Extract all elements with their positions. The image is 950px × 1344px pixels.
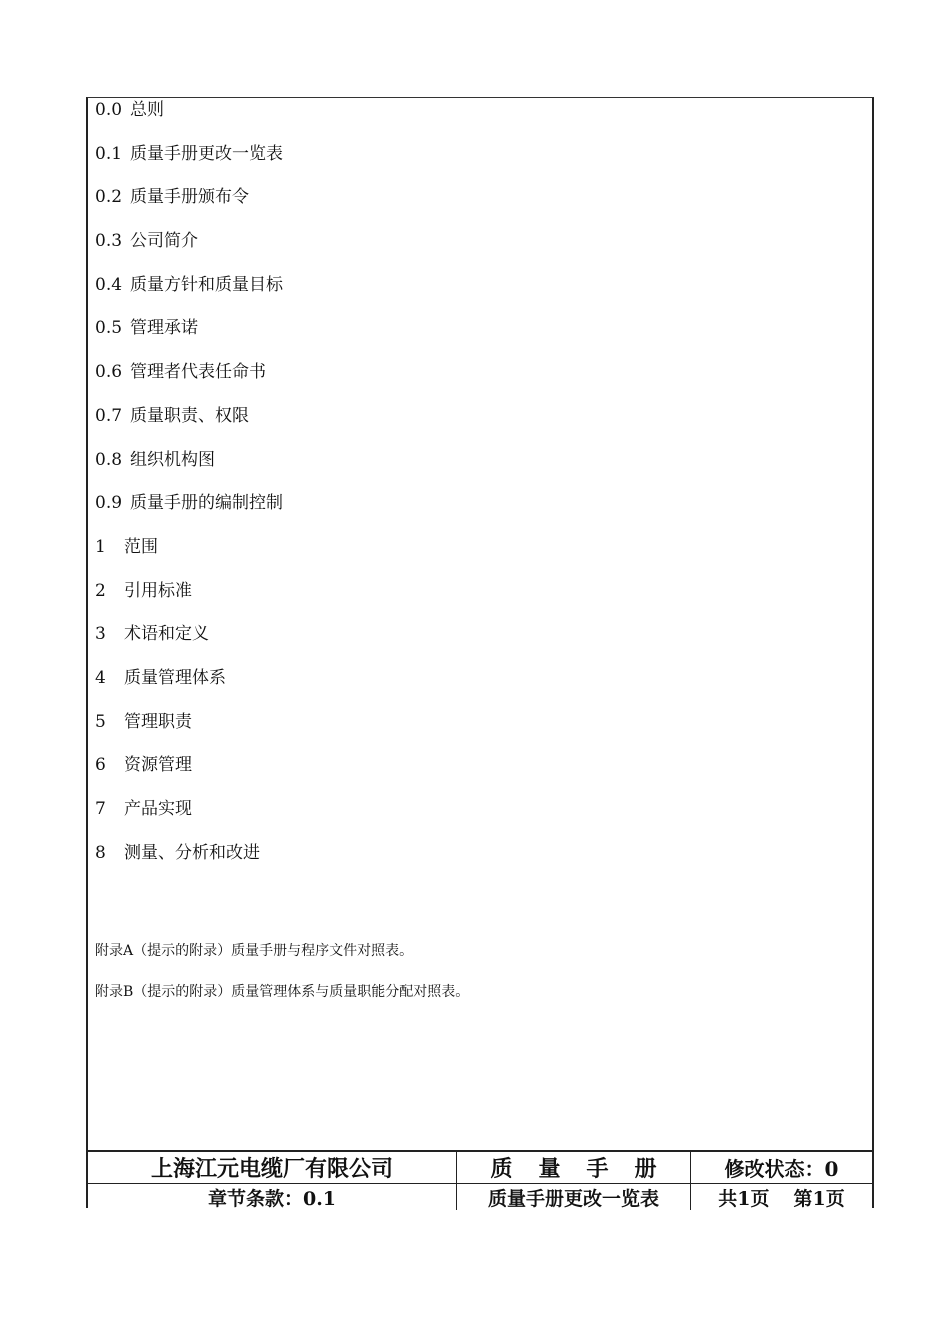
- toc-item-title: 质量管理体系: [124, 667, 226, 688]
- company-name: 上海江元电缆厂有限公司: [150, 1156, 393, 1182]
- toc-item: [95, 404, 855, 448]
- toc-item: [95, 841, 855, 885]
- toc-item-title: 引用标准: [124, 580, 192, 601]
- toc-item-title: 公司简介: [130, 231, 199, 252]
- toc-item-title: 质量手册的编制控制: [130, 493, 284, 514]
- toc-item-title: 术语和定义: [124, 624, 209, 645]
- toc-item-number: 0.8: [95, 449, 123, 470]
- appendix-b: 附录B（提示的附录）质量管理体系与质量职能分配对照表。: [95, 984, 470, 1000]
- toc-item-number: 0.7: [95, 405, 123, 426]
- table-of-contents: [95, 98, 855, 884]
- toc-item-number: 0.4: [95, 274, 123, 295]
- clause-number: 章节条款：0.1: [207, 1187, 337, 1210]
- toc-item-number: 5: [95, 711, 106, 732]
- page-number: 第1页: [793, 1187, 845, 1210]
- toc-item-title: 质量手册更改一览表: [130, 143, 284, 164]
- toc-item: [95, 273, 855, 317]
- toc-item: [95, 316, 855, 360]
- toc-item-number: 0.2: [95, 187, 123, 208]
- toc-item: [95, 797, 855, 841]
- toc-item-title: 资源管理: [124, 755, 192, 776]
- toc-item-title: 管理职责: [124, 711, 192, 732]
- toc-item-number: 0.9: [95, 493, 123, 514]
- toc-item-title: 总则: [130, 100, 165, 120]
- toc-item: [95, 98, 855, 142]
- toc-item-number: 0.3: [95, 231, 123, 252]
- toc-item-title: 质量职责、权限: [130, 405, 250, 426]
- toc-item-number: 8: [95, 842, 106, 863]
- toc-item: [95, 753, 855, 797]
- toc-item: [95, 491, 855, 535]
- toc-item: [95, 360, 855, 404]
- toc-item-number: 7: [95, 799, 106, 819]
- toc-item-title: 质量方针和质量目标: [130, 274, 284, 295]
- toc-item-number: 1: [95, 536, 106, 557]
- toc-item-number: 3: [95, 624, 106, 645]
- toc-item-title: 管理者代表任命书: [130, 362, 267, 383]
- toc-item-title: 组织机构图: [130, 449, 216, 470]
- toc-item-number: 0.5: [95, 318, 123, 339]
- toc-item-title: 管理承诺: [130, 318, 199, 339]
- toc-item: [95, 185, 855, 229]
- footer-table: [86, 1150, 874, 1208]
- toc-item-number: 4: [95, 667, 106, 688]
- footer-row-header: [88, 1152, 872, 1184]
- toc-item: [95, 535, 855, 579]
- footer-row-info: [88, 1184, 872, 1210]
- toc-item-title: 测量、分析和改进: [124, 842, 260, 863]
- toc-item-number: 6: [95, 755, 106, 776]
- toc-item: [95, 448, 855, 492]
- document-type: 质量手册: [456, 1152, 690, 1183]
- toc-item-number: 0.0: [95, 100, 123, 120]
- toc-item-number: 2: [95, 580, 106, 601]
- page-info: [690, 1184, 872, 1210]
- revision-status: 修改状态：0: [690, 1152, 872, 1183]
- toc-item: [95, 710, 855, 754]
- toc-item: [95, 622, 855, 666]
- toc-item: [95, 579, 855, 623]
- toc-item-title: 质量手册颁布令: [130, 187, 250, 208]
- toc-item-number: 0.1: [95, 143, 123, 164]
- toc-item-title: 产品实现: [124, 799, 192, 819]
- total-pages: 共1页: [718, 1187, 770, 1210]
- appendix-a: 附录A（提示的附录）质量手册与程序文件对照表。: [95, 943, 414, 959]
- toc-item-title: 范围: [124, 536, 158, 557]
- toc-item: [95, 666, 855, 710]
- toc-item-number: 0.6: [95, 362, 123, 383]
- toc-item: [95, 229, 855, 273]
- section-title: 质量手册更改一览表: [456, 1184, 690, 1210]
- toc-item: [95, 142, 855, 186]
